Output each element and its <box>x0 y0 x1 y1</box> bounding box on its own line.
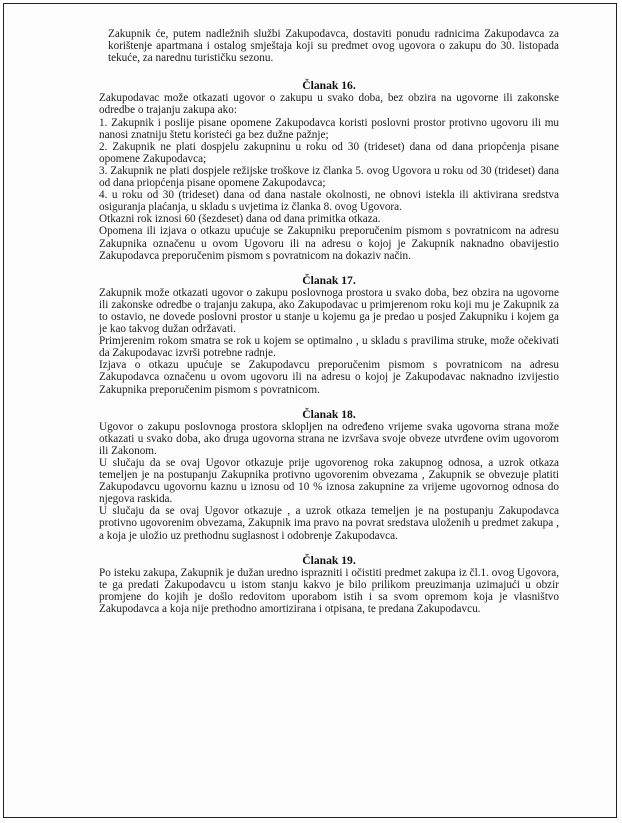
article-19-heading: Članak 19. <box>302 553 356 567</box>
article-19 <box>99 555 559 615</box>
article-18-paragraph-2: U slučaju da se ovaj Ugovor otkazuje prije ugovorenog roka zakupnog odnosa, a uzrok otkaza temeljen je na postupanju Zakupnika protivno ugovorenim obvezama , Zakupnik se obvezuje platiti Zakupodavcu ugovornu kaznu u iznosu od 10 % iznosa zakupnine za vrijeme ugovornog odnosa do njegova raskida. <box>99 457 559 506</box>
article-16-notice-delivery: Opomena ili izjava o otkazu upućuje se Zakupniku preporučenim pismom s povratnicom na adresu Zakupnika označenu u ovom Ugovoru ili na adresu o kojoj je Zakupnik naknadno obavijestio Zakupodavca preporučenim pismom s povratnicom na dokaziv način. <box>99 225 559 262</box>
article-18-heading: Članak 18. <box>302 407 356 421</box>
article-17 <box>99 275 559 396</box>
article-16-item-4: 4. u roku od 30 (trideset) dana od dana nastale okolnosti, ne obnovi istekla ili aktivirana sredstva osiguranja plaćanja, u skladu s uvjetima iz članka 8. ovog Ugovora. <box>99 189 559 214</box>
article-18-paragraph-3: U slučaju da se ovaj Ugovor otkazuje , a uzrok otkaza temeljen je na postupanju Zakupodavca protivno ugovorenim obvezama, Zakupnik ima pravo na povrat sredstava uloženih u predmet zakupa , a koja je uložio uz prethodnu suglasnost i odobrenje Zakupodavca. <box>99 505 559 542</box>
article-17-paragraph-2: Primjerenim rokom smatra se rok u kojem se optimalno , u skladu s pravilima struke, može očekivati da Zakupodavac izvrši potrebne radnje. <box>99 335 559 360</box>
article-16-notice-period: Otkazni rok iznosi 60 (šezdeset) dana od dana primitka otkaza. <box>99 213 381 226</box>
document-body <box>99 28 559 615</box>
article-17-heading: Članak 17. <box>302 273 356 287</box>
article-16-item-2: 2. Zakupnik ne plati dospjelu zakupninu u roku od 30 (trideset) dana od dana priopćenja pisane opomene Zakupodavca; <box>99 140 559 165</box>
article-17-paragraph-3: Izjava o otkazu upućuje se Zakupodavcu preporučenim pismom s povratnicom na adresu Zakupodavca označenu u ovom ugovoru ili na adresu o kojoj je Zakupodavac naknadno izvijestio Zakupnika preporučenim pismom s povratnicom. <box>99 359 559 396</box>
document-page <box>3 3 617 818</box>
article-19-paragraph-1: Po isteku zakupa, Zakupnik je dužan uredno isprazniti i očistiti predmet zakupa iz čl.1. ovog Ugovora, te ga predati Zakupodavcu u istom stanju kakvo je bilo prilikom preuzimanja uzimajući u obzir promjene do kojih je došlo redovitom uporabom istih i sa svom opremom koja je vlasništvo Zakupodavca a koja nije prethodno amortizirana i otpisana, te predana Zakupodavcu. <box>99 566 559 616</box>
intro-paragraph: Zakupnik će, putem nadležnih službi Zakupodavca, dostaviti ponudu radnicima Zakupodavca za korištenje apartmana i ostalog smještaja koji su predmet ovog ugovora o zakupu do 30. listopada tekuće, za narednu turističku sezonu. <box>108 28 559 65</box>
article-16-paragraph: Zakupodavac može otkazati ugovor o zakupu u svako doba, bez obzira na ugovorne ili zakonske odredbe o trajanju zakupa ako: <box>99 92 559 117</box>
article-16-heading: Članak 16. <box>302 79 356 93</box>
article-18-paragraph-1: Ugovor o zakupu poslovnoga prostora sklopljen na određeno vrijeme svaka ugovorna strana može otkazati u svako doba, ako druga ugovorna strana ne izvršava svoje obveze utvrđene ovim ugovorom ili Zakonom. <box>99 420 559 457</box>
article-16-item-3: 3. Zakupnik ne plati dospjele režijske troškove iz članka 5. ovog Ugovora u roku od 30 (trideset) dana od dana priopćenja pisane opomene Zakupodavca; <box>99 164 559 190</box>
article-18 <box>99 409 559 542</box>
article-17-paragraph-1: Zakupnik može otkazati ugovor o zakupu poslovnoga prostora u svako doba, bez obzira na ugovorne ili zakonske odredbe o trajanju zakupa, ako Zakupodavac u primjerenom roku koji mu je Zakupnik za to ostavio, ne dovede poslovni prostor u stanje u kojemu ga je predao u posjed Zakupniku i kojem ga je kao takvog dužan održavati. <box>99 286 559 336</box>
article-16 <box>99 80 559 261</box>
article-16-item-1: 1. Zakupnik i poslije pisane opomene Zakupodavca koristi poslovni prostor protivno ugovoru ili mu nanosi znatniju štetu koristeći ga bez dužne pažnje; <box>99 116 559 141</box>
